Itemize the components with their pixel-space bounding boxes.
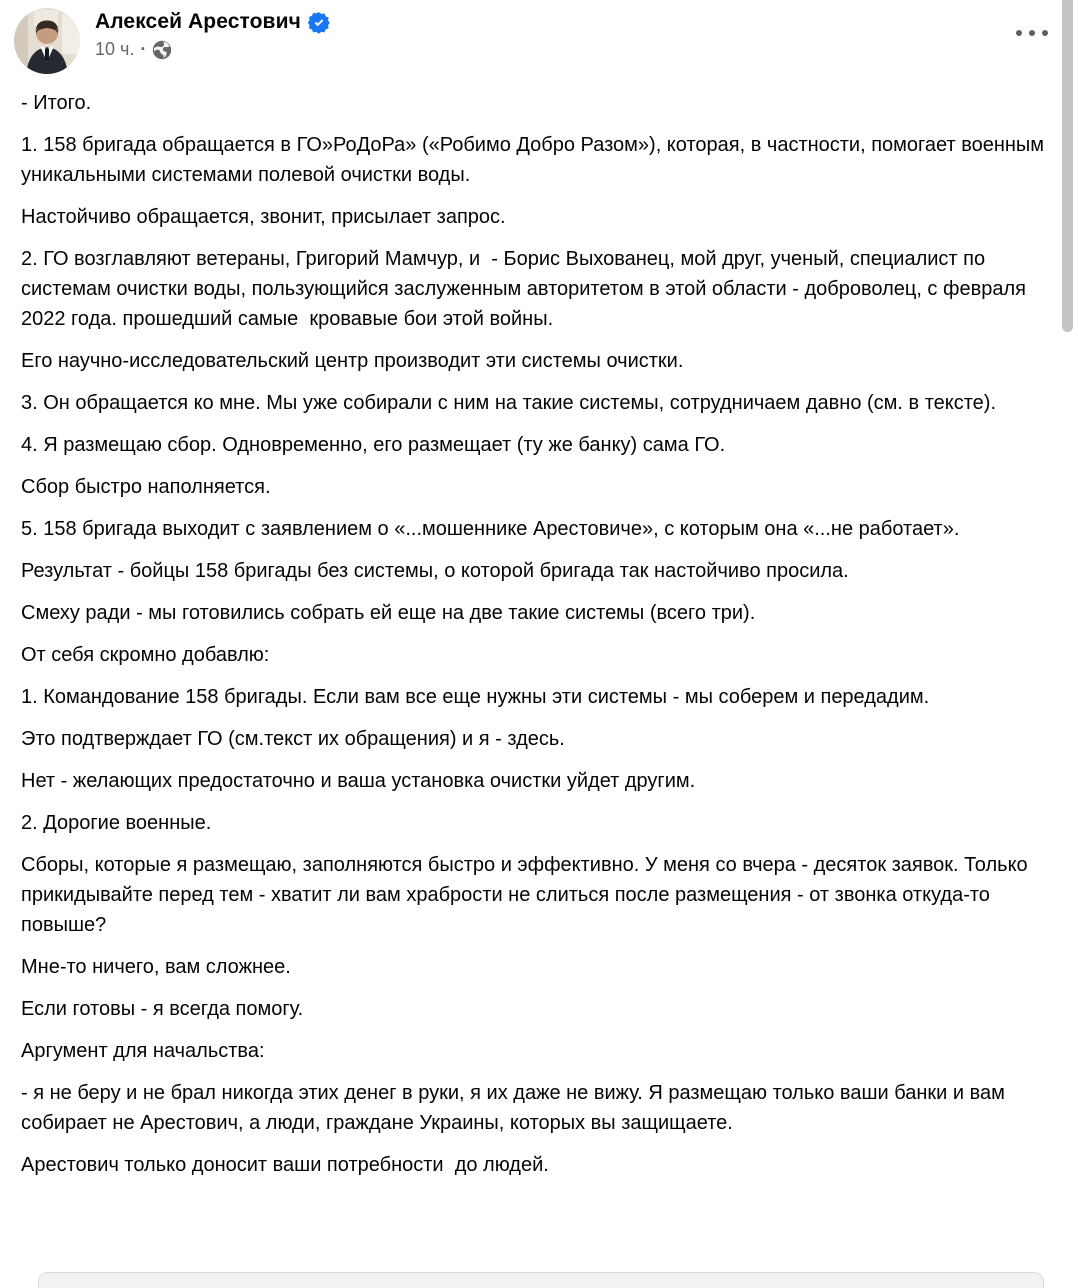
post-paragraph: 5. 158 бригада выходит с заявлением о «...мошеннике Арестовиче», с которым она «...не работает». [21,518,960,540]
post-paragraph: Настойчиво обращается, звонит, присылает запрос. [21,206,506,228]
meta-separator: · [140,39,147,59]
ellipsis-icon [1029,30,1035,36]
post-paragraph: 1. Командование 158 бригады. Если вам все еще нужны эти системы - мы соберем и передадим. [21,686,930,708]
post-paragraph: 3. Он обращается ко мне. Мы уже собирали с ним на такие системы, сотрудничаем давно (см. в тексте). [21,392,997,414]
post-meta-row [95,39,330,60]
post-paragraph: Если готовы - я всегда помогу. [21,998,304,1020]
post-paragraph: 2. ГО возглавляют ветераны, Григорий Мамчур, и - Борис Выхованец, мой друг, ученый, специалист по системам очистки воды, пользующийся заслуженным авторитетом в этой области - доброволец, с февраля 2022 года. прошедший самые кровавые бои этой войны. [21,248,1032,330]
author-name-row [95,10,330,34]
post-paragraph: Сбор быстро наполняется. [21,476,271,498]
post-paragraph: - Итого. [21,92,92,114]
avatar-portrait-image [14,8,80,74]
post-paragraph: Аргумент для начальства: [21,1040,265,1062]
post-paragraph: - я не беру и не брал никогда этих денег в руки, я их даже не вижу. Я размещаю только ваши банки и вам собирает не Арестович, а люди, граждане Украины, которых вы защищаете. [21,1082,1011,1134]
ellipsis-icon [1016,30,1022,36]
post-header [0,0,1078,74]
post-paragraph: Его научно-исследовательский центр производит эти системы очистки. [21,350,684,372]
comment-input-bar[interactable] [38,1272,1044,1288]
author-name[interactable]: Алексей Арестович [95,10,301,33]
post-paragraph: 1. 158 бригада обращается в ГО»РоДоРа» («Робимо Добро Разом»), которая, в частности, помогает военным уникальными системами полевой очистки воды. [21,134,1050,186]
post-paragraph: 4. Я размещаю сбор. Одновременно, его размещает (ту же банку) сама ГО. [21,434,726,456]
post-paragraph: Мне-то ничего, вам сложнее. [21,956,291,978]
globe-icon [152,40,172,60]
post-paragraph: От себя скромно добавлю: [21,644,270,666]
post-paragraph: Нет - желающих предостаточно и ваша установка очистки уйдет другим. [21,770,696,792]
post-paragraph: Результат - бойцы 158 бригады без системы, о которой бригада так настойчиво просила. [21,560,849,582]
scrollbar-thumb[interactable] [1062,0,1073,332]
timestamp[interactable]: 10 ч. [95,39,135,59]
post-paragraph: Сборы, которые я размещаю, заполняются быстро и эффективно. У меня со вчера - десяток заявок. Только прикидывайте перед тем - хватит ли вам храбрости не слиться после размещения - от звонка откуда-то повыше? [21,854,1034,936]
post-paragraph: Смеху ради - мы готовились собрать ей еще на две такие системы (всего три). [21,602,756,624]
avatar[interactable] [14,8,80,74]
post-paragraph: Это подтверждает ГО (см.текст их обращения) и я - здесь. [21,728,565,750]
post-paragraph: 2. Дорогие военные. [21,812,212,834]
post-options-button[interactable] [1010,24,1054,42]
post-text [0,74,1078,1180]
header-text [95,10,330,60]
verified-badge-icon [308,12,330,34]
ellipsis-icon [1042,30,1048,36]
post-paragraph: Арестович только доносит ваши потребности до людей. [21,1154,549,1176]
